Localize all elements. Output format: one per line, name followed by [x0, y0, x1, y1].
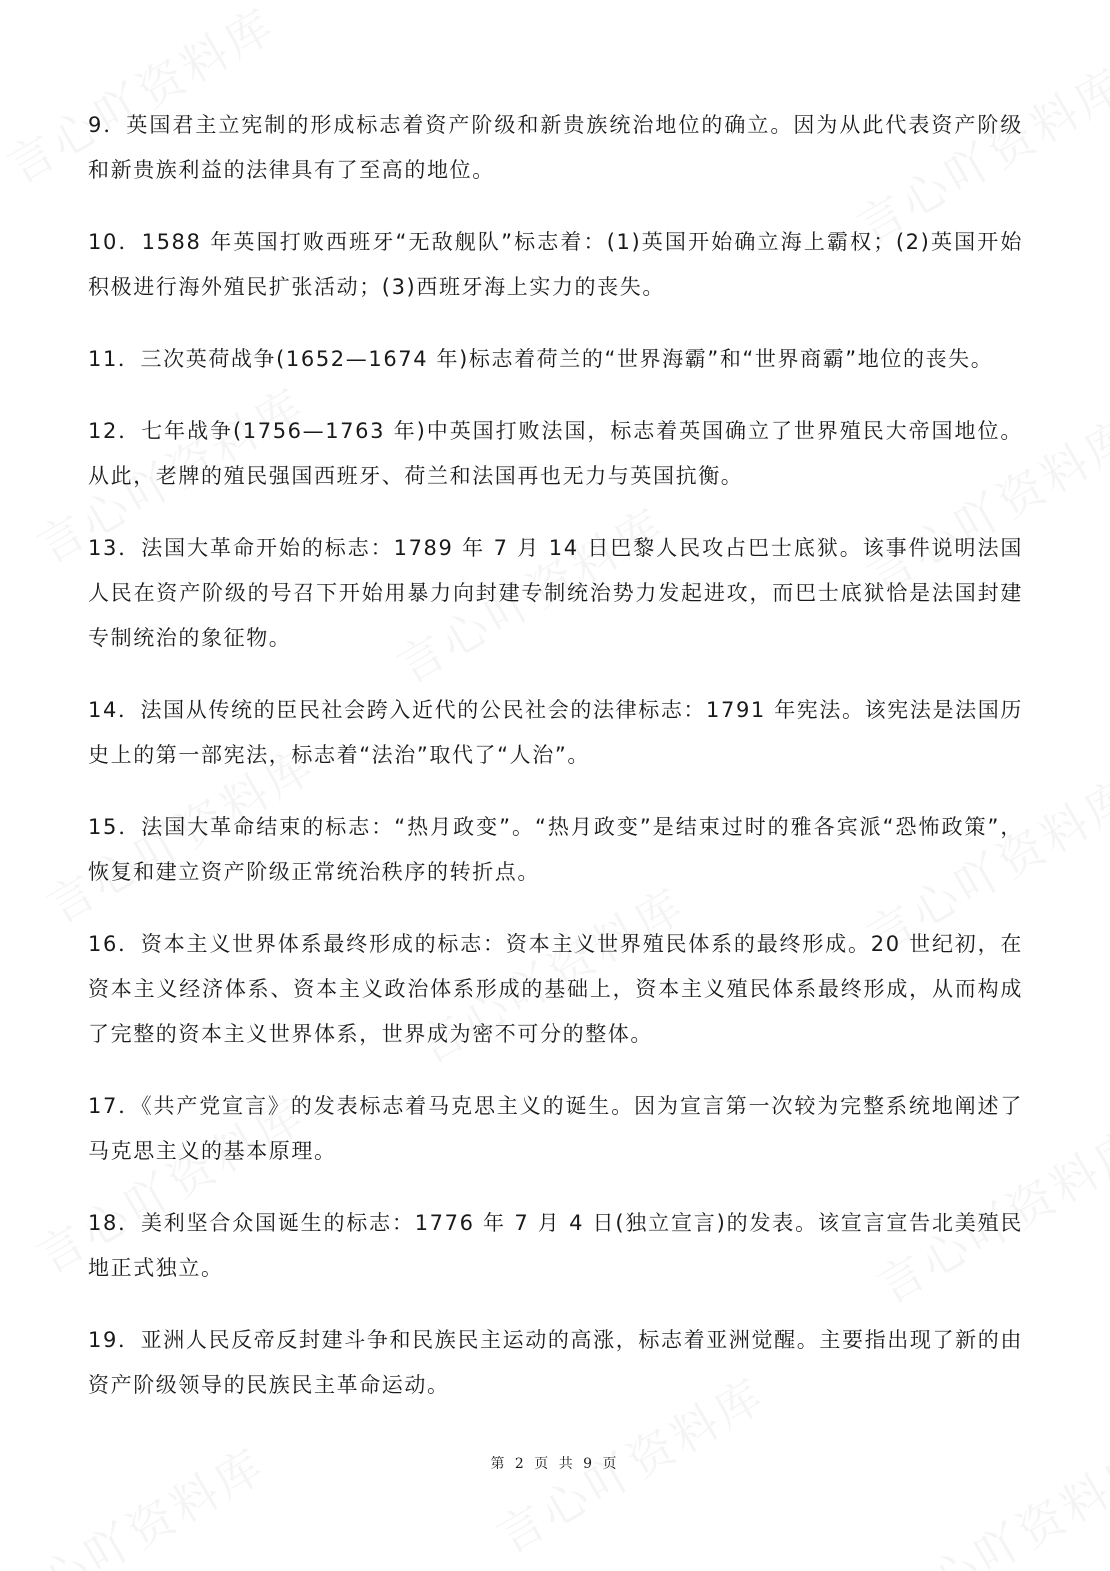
paragraph-item-17: 17．《共产党宣言》的发表标志着马克思主义的诞生。因为宣言第一次较为完整系统地阐述了马克思主义的基本原理。: [88, 1094, 1023, 1163]
watermark: [874, 1429, 1110, 1571]
paragraph-item-11: 11．三次英荷战争(1652—1674 年)标志着荷兰的“世界海霸”和“世界商霸”地位的丧失。: [88, 347, 994, 371]
paragraph-item-18: 18．美利坚合众国诞生的标志：1776 年 7 月 4 日(独立宣言)的发表。该宣言宣告北美殖民地正式独立。: [88, 1211, 1023, 1280]
paragraph-item-13: 13．法国大革命开始的标志：1789 年 7 月 14 日巴黎人民攻占巴士底狱。该事件说明法国人民在资产阶级的号召下开始用暴力向封建专制统治势力发起进攻，而巴士底狱恰是法国封建专制统治的象征物。: [88, 536, 1023, 650]
paragraph-item-9: 9．英国君主立宪制的形成标志着资产阶级和新贵族统治地位的确立。因为从此代表资产阶级和新贵族利益的法律具有了至高的地位。: [88, 113, 1023, 182]
paragraph-item-14: 14．法国从传统的臣民社会跨入近代的公民社会的法律标志：1791 年宪法。该宪法是法国历史上的第一部宪法，标志着“法治”取代了“人治”。: [88, 698, 1023, 767]
paragraph-item-12: 12．七年战争(1756—1763 年)中英国打败法国，标志着英国确立了世界殖民大帝国地位。从此，老牌的殖民强国西班牙、荷兰和法国再也无力与英国抗衡。: [88, 419, 1023, 488]
paragraph-item-19: 19．亚洲人民反帝反封建斗争和民族民主运动的高涨，标志着亚洲觉醒。主要指出现了新的由资产阶级领导的民族民主革命运动。: [88, 1328, 1023, 1397]
page-number-footer: 第 2 页 共 9 页: [490, 1456, 620, 1472]
paragraph-item-10: 10．1588 年英国打败西班牙“无敌舰队”标志着：(1)英国开始确立海上霸权；(2)英国开始积极进行海外殖民扩张活动；(3)西班牙海上实力的丧失。: [88, 230, 1023, 299]
paragraph-item-15: 15．法国大革命结束的标志：“热月政变”。“热月政变”是结束过时的雅各宾派“恐怖政策”，恢复和建立资产阶级正常统治秩序的转折点。: [88, 815, 1023, 884]
watermark: [0, 1429, 276, 1571]
document-body: [88, 103, 1023, 1435]
paragraph-item-16: 16．资本主义世界体系最终形成的标志：资本主义世界殖民体系的最终形成。20 世纪初，在资本主义经济体系、资本主义政治体系形成的基础上，资本主义殖民体系最终形成，从而构成了完整的资本主义世界体系，世界成为密不可分的整体。: [88, 932, 1023, 1046]
